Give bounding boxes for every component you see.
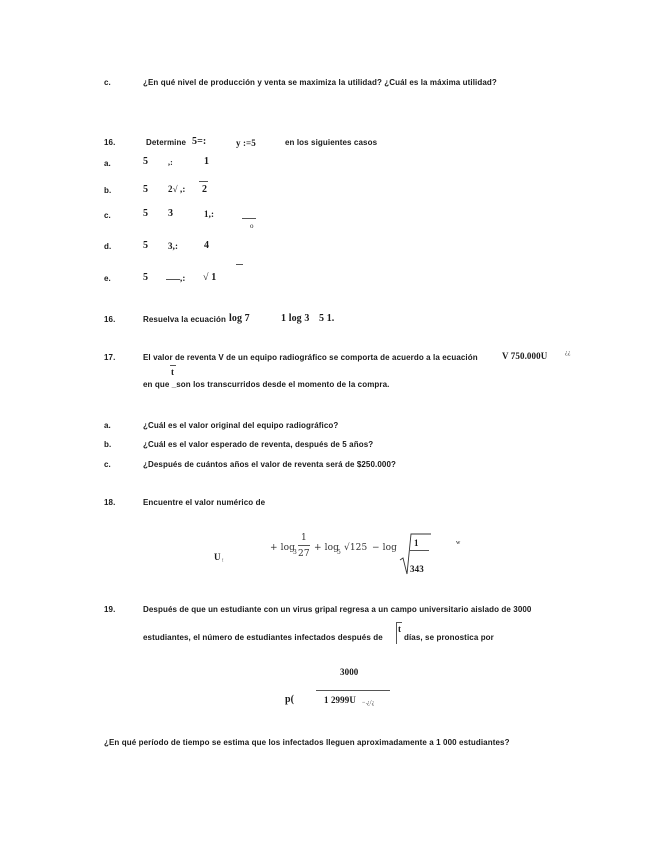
fraction-bar xyxy=(409,550,429,551)
fraction-denominator: 27 xyxy=(298,549,310,559)
math-term: w xyxy=(456,540,461,546)
math-term: 4 xyxy=(204,240,210,251)
fraction-bar xyxy=(242,218,256,219)
question-number: 16. xyxy=(104,315,116,324)
bracket-line xyxy=(396,622,402,623)
math-subscript: 3 xyxy=(293,549,297,556)
question-number: 19. xyxy=(104,605,116,614)
math-subscript: ! xyxy=(222,559,224,564)
math-expression: log 7 xyxy=(229,313,250,324)
math-term: 3 xyxy=(168,208,174,219)
math-term: U xyxy=(214,552,221,562)
math-term: 3,: xyxy=(168,241,179,251)
math-term: ,: xyxy=(180,273,186,283)
overline xyxy=(170,365,176,366)
fraction-bar xyxy=(166,279,180,280)
item-label: c. xyxy=(104,211,111,220)
math-term: 1,: xyxy=(204,209,215,219)
question-text: en que _son los transcurridos desde el momento de la compra. xyxy=(143,380,390,389)
math-term: 5 xyxy=(143,184,149,195)
math-term: 5 xyxy=(143,240,149,251)
math-subscript: 5 xyxy=(337,549,341,556)
question-text: El valor de reventa V de un equipo radiográfico se comporta de acuerdo a la ecuación xyxy=(143,353,478,362)
item-label: b. xyxy=(104,440,112,449)
math-term: 5 xyxy=(143,272,149,283)
question-text: en los siguientes casos xyxy=(285,138,378,147)
fraction-denominator: 1 2999U xyxy=(324,695,356,705)
question-text: Encuentre el valor numérico de xyxy=(143,498,266,507)
item-label: c. xyxy=(104,460,111,469)
fraction-numerator: 1 xyxy=(301,533,307,543)
math-expression: 5=: xyxy=(192,136,207,147)
math-term: √ 1 xyxy=(203,272,217,283)
math-exponent: −.¿/¿ xyxy=(362,700,375,706)
fraction-denominator: 343 xyxy=(410,564,424,574)
math-exponent: ¿¿ xyxy=(565,350,571,356)
math-term: 5 xyxy=(143,156,149,167)
math-term: p( xyxy=(285,694,295,705)
math-term: 5 xyxy=(143,208,149,219)
math-term: − log xyxy=(372,543,397,553)
question-text: ¿Cuál es el valor esperado de reventa, después de 5 años? xyxy=(143,440,374,449)
question-text: estudiantes, el número de estudiantes infectados después de xyxy=(143,633,383,642)
question-text: ¿En qué nivel de producción y venta se maximiza la utilidad? ¿Cuál es la máxima utilidad? xyxy=(143,78,497,87)
fraction-bar xyxy=(316,690,390,691)
question-text: ¿Cuál es el valor original del equipo radiográfico? xyxy=(143,421,339,430)
question-number: 17. xyxy=(104,353,116,362)
fraction-bar xyxy=(298,545,310,546)
overline xyxy=(236,264,243,265)
question-text: ¿En qué período de tiempo se estima que los infectados lleguen aproximadamente a 1 000 estudiantes? xyxy=(104,738,510,747)
variable-t: t xyxy=(171,367,175,377)
math-expression: y :=5 xyxy=(236,138,256,148)
variable-t: t xyxy=(398,624,402,634)
question-text: Después de que un estudiante con un virus gripal regresa a un campo universitario aislado de 3000 xyxy=(143,605,532,614)
question-text: ¿Después de cuántos años el valor de reventa será de $250.000? xyxy=(143,460,396,469)
math-term: 2 xyxy=(202,184,208,195)
math-radical: √125 xyxy=(344,543,368,553)
math-term: + log xyxy=(270,543,295,553)
math-formula: V 750.000U xyxy=(502,351,548,361)
item-label: a. xyxy=(104,421,111,430)
item-label: e. xyxy=(104,274,111,283)
question-text: Resuelva la ecuación xyxy=(143,315,226,324)
question-text: días, se pronostica por xyxy=(404,633,494,642)
math-term: + log xyxy=(314,543,339,553)
question-number: 18. xyxy=(104,498,116,507)
overline xyxy=(199,181,208,182)
fraction-numerator: 3000 xyxy=(340,667,359,677)
bracket-line xyxy=(396,622,397,644)
math-expression: 1 log 3 xyxy=(281,313,310,324)
fraction-denominator: o xyxy=(250,222,254,230)
item-label: c. xyxy=(104,78,111,87)
math-term: ,: xyxy=(168,158,173,167)
item-label: d. xyxy=(104,242,112,251)
item-label: a. xyxy=(104,159,111,168)
item-label: b. xyxy=(104,186,112,195)
math-term: 2√ ,: xyxy=(168,184,186,194)
question-text: Determine xyxy=(146,138,187,147)
question-number: 16. xyxy=(104,138,116,147)
math-term: 1 xyxy=(204,156,210,167)
fraction-numerator: 1 xyxy=(414,538,419,548)
math-expression: 5 1. xyxy=(319,313,335,324)
